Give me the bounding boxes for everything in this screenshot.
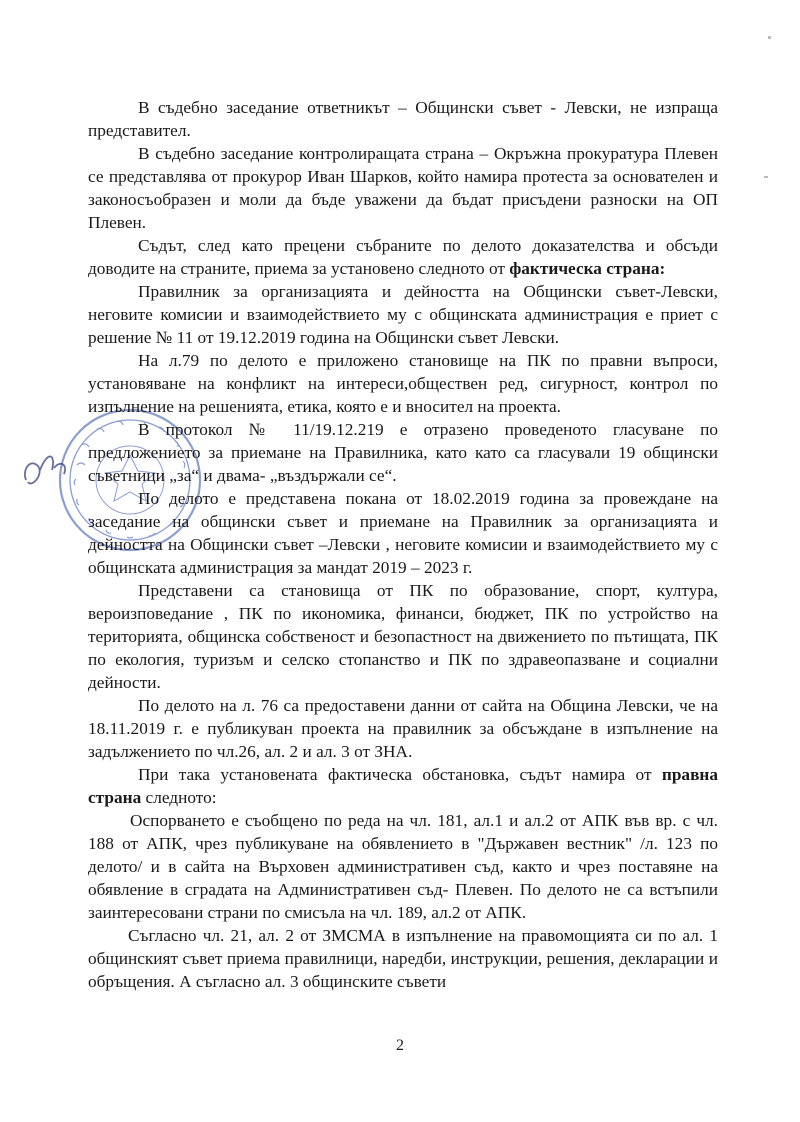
paragraph: Представени са становища от ПК по образование, спорт, култура, вероизповедание , ПК по икономика, финанси, бюджет, ПК по устройство на територията, общинска собственост и безопастност на движението по пътищата, ПК по екология, туризъм и селско стопанство и ПК по здравеопазване и социални дейности. bbox=[88, 581, 718, 692]
scan-mark bbox=[768, 36, 771, 39]
paragraph: В протокол № 11/19.12.219 е отразено проведеното гласуване по предложението за приемане на Правилника, като като са гласували 19 общински съветници „за“ и двама- „въздържали се“. bbox=[88, 420, 718, 485]
handwritten-signature bbox=[18, 440, 78, 500]
paragraph: Оспорването е съобщено по реда на чл. 181, ал.1 и ал.2 от АПК във вр. с чл. 188 от АПК, чрез публикуване на обявлението в "Държавен вестник" /л. 123 по делото/ и в сайта на Върховен административен съд, както и чрез поставяне на обявление в сградата на Административен съд- Плевен. По делото не са встъпили заинтересовани страни по смисъла на чл. 189, ал.2 от АПК. bbox=[88, 811, 718, 922]
paragraph: В съдебно заседание контролиращата страна – Окръжна прокуратура Плевен се представлява от прокурор Иван Шарков, който намира протеста за основателен и законосъобразен и моли да бъде уважени да бъдат присъдени разноски на ОП Плевен. bbox=[88, 144, 718, 232]
paragraph: На л.79 по делото е приложено становище на ПК по правни въпроси, установяване на конфликт на интереси,обществен ред, сигурност, контрол по изпълнение на решенията, етика, която е и вносител на проекта. bbox=[88, 351, 718, 416]
scan-mark bbox=[764, 176, 768, 178]
paragraph: При така установената фактическа обстановка, съдът намира от правна страна следното: bbox=[88, 765, 718, 807]
paragraph: Съгласно чл. 21, ал. 2 от ЗМСМА в изпълнение на правомощията си по ал. 1 общинският съвет приема правилници, наредби, инструкции, решения, декларации и обръщения. А съгласно ал. 3 общинските съвети bbox=[88, 926, 718, 991]
paragraph: Съдът, след като прецени събраните по делото доказателства и обсъди доводите на страните, приема за установено следното от фактическа страна: bbox=[88, 236, 718, 278]
page-number: 2 bbox=[396, 1037, 404, 1054]
bold-heading: фактическа страна: bbox=[509, 259, 666, 278]
paragraph: По делото е представена покана от 18.02.2019 година за провеждане на заседание на общински съвет и приемане на Правилник за организацията и дейността на Общински съвет –Левски , неговите комисии и взаимодействието му с общинската администрация за мандат 2019 – 2023 г. bbox=[88, 489, 718, 577]
paragraph: Правилник за организацията и дейността на Общински съвет-Левски, неговите комисии и взаимодействието му с общинската администрация е приет с решение № 11 от 19.12.2019 година на Общински съвет Левски. bbox=[88, 282, 718, 347]
paragraph: В съдебно заседание ответникът – Общински съвет - Левски, не изпраща представител. bbox=[88, 98, 718, 140]
bold-heading: правна страна bbox=[88, 765, 718, 807]
document-body bbox=[88, 96, 718, 993]
paragraph: По делото на л. 76 са предоставени данни от сайта на Община Левски, че на 18.11.2019 г. е публикуван проекта на правилник за обсъждане в изпълнение на задължението по чл.26, ал. 2 и ал. 3 от ЗНА. bbox=[88, 696, 718, 761]
